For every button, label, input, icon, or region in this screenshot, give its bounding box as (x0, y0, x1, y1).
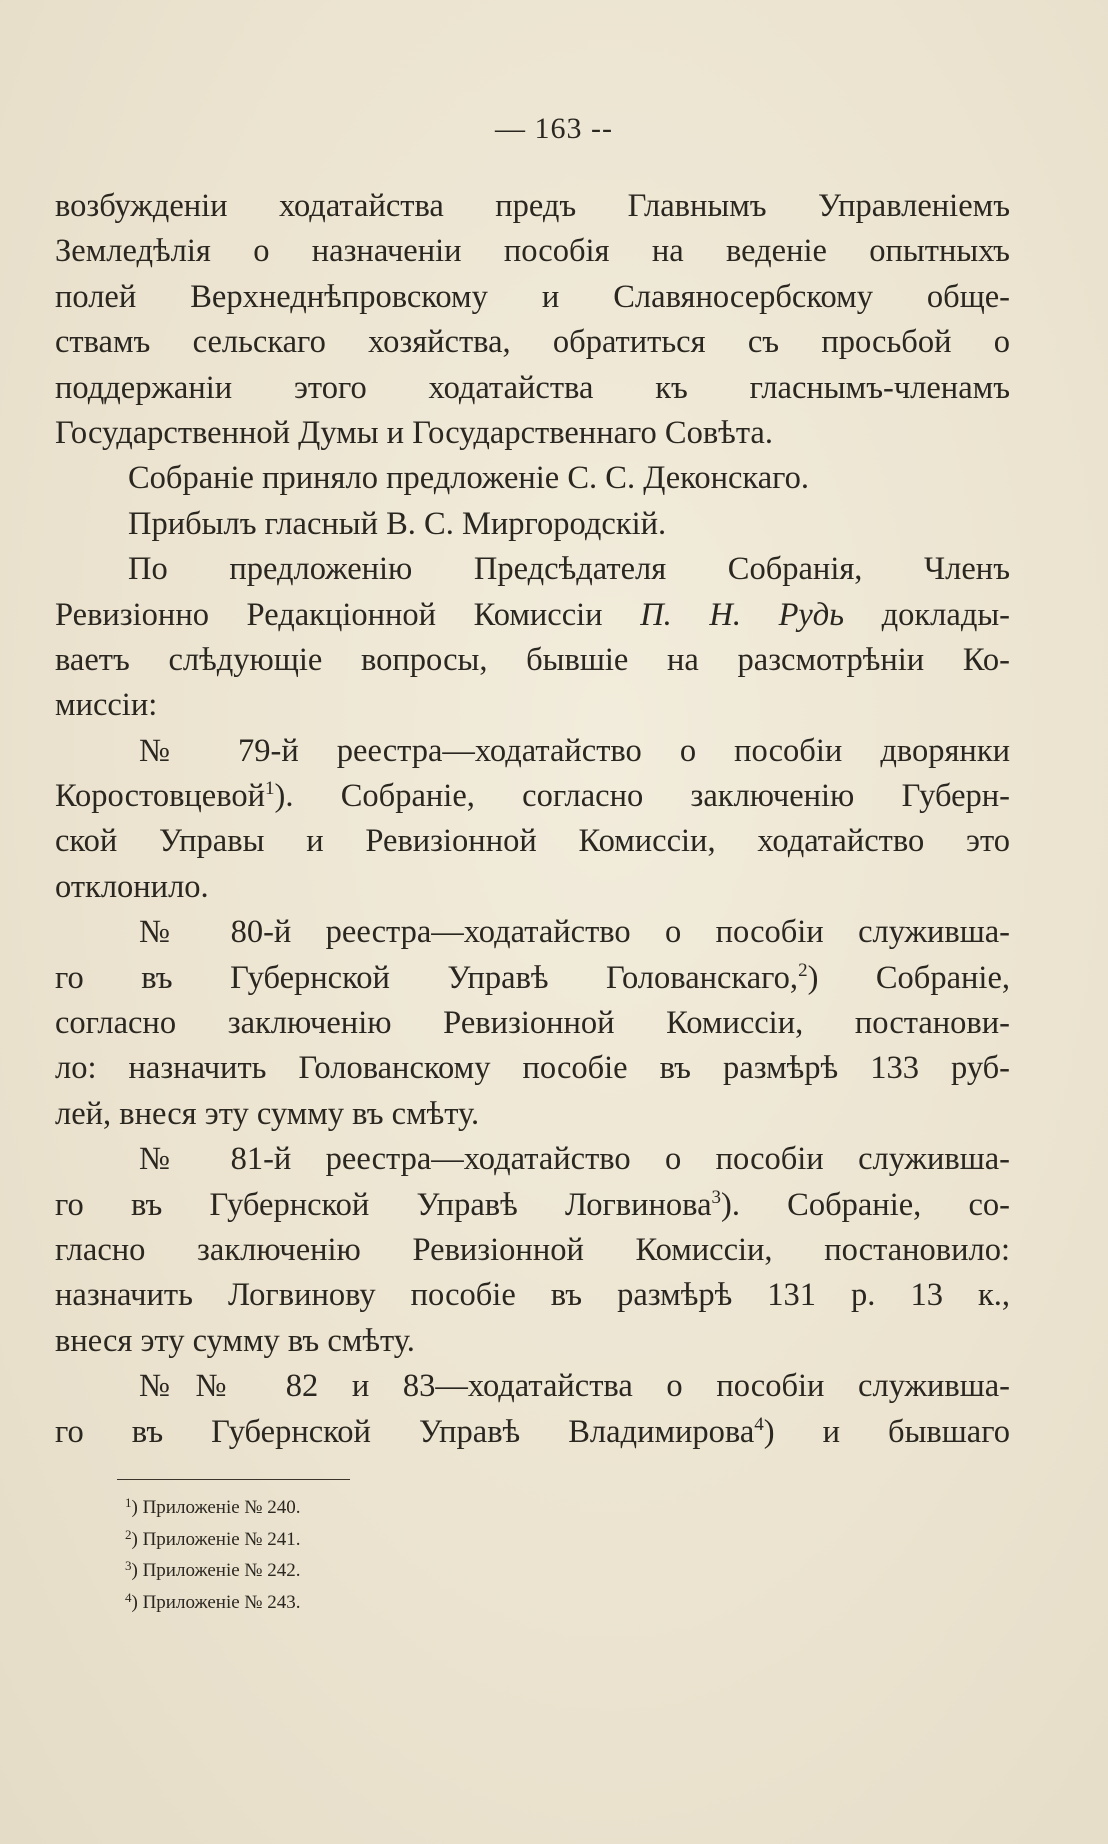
footnote-text: ) Приложеніе № 240. (131, 1497, 301, 1518)
footnote-divider (117, 1479, 350, 1480)
text-segment: го въ Губернской Управѣ Логвинова (55, 1186, 712, 1223)
text-line: поддержаніи этого ходатайства къ гласнымъ-членамъ (55, 369, 1010, 406)
footnote (125, 1524, 525, 1556)
footnote (125, 1492, 525, 1524)
footnote-ref: 3 (711, 1186, 721, 1208)
text-line: № 80-й реестра—ходатайство о пособіи служивша- (139, 914, 1010, 951)
text-line: Прибылъ гласный В. С. Миргородскій. (128, 505, 667, 542)
text-segment: ) и бывшаго (763, 1413, 1010, 1450)
text-line: полей Верхнеднѣпровскому и Славяносербскому обще- (55, 278, 1010, 315)
text-line: назначить Логвинову пособіе въ размѣрѣ 131 р. 13 к., (55, 1277, 1010, 1314)
text-line: По предложенію Предсѣдателя Собранія, Членъ (128, 551, 1010, 588)
text-segment: ) Собраніе, (807, 959, 1010, 996)
footnote-ref: 2 (798, 959, 808, 981)
text-line: №№ 82 и 83—ходатайства о пособіи служивша- (139, 1368, 1010, 1405)
page-number: — 163 -- (495, 112, 613, 145)
text-segment: ). Собраніе, со- (721, 1186, 1010, 1223)
text-line: ваетъ слѣдующіе вопросы, бывшіе на разсмотрѣніи Ко- (55, 641, 1010, 678)
footnote-ref: 4 (754, 1413, 764, 1435)
text-segment: Коростовцевой (55, 778, 265, 815)
footnote-mark: 3 (125, 1558, 132, 1573)
text-line: миссіи: (55, 687, 158, 724)
text-line: ской Управы и Ревизіонной Комиссіи, ходатайство это (55, 823, 1010, 860)
text-line: гласно заключенію Ревизіонной Комиссіи, постановило: (55, 1231, 1010, 1268)
text-segment: го въ Губернской Управѣ Голованскаго, (55, 959, 799, 996)
text-line: согласно заключенію Ревизіонной Комиссіи, постанови- (55, 1005, 1010, 1042)
text-segment: доклады- (881, 596, 1010, 633)
person-name: П. Н. Рудь (640, 596, 844, 633)
text-line (55, 593, 1010, 638)
text-line: отклонило. (55, 868, 209, 905)
footnote-text: ) Приложеніе № 242. (131, 1560, 301, 1581)
footnote-mark: 2 (125, 1526, 132, 1542)
text-line (55, 774, 1010, 819)
footnote-mark: 1 (125, 1495, 132, 1510)
text-line: внеся эту сумму въ смѣту. (55, 1322, 415, 1359)
text-line: № 81-й реестра—ходатайство о пособіи служивша- (139, 1141, 1010, 1178)
text-line: № 79-й реестра—ходатайство о пособіи дворянки (139, 732, 1010, 769)
text-line: Государственной Думы и Государственнаго Совѣта. (55, 414, 773, 451)
text-segment: ). Собраніе, согласно заключенію Губерн- (274, 778, 1010, 815)
footnote (125, 1555, 525, 1587)
body-text (55, 184, 1010, 1455)
text-line: Собраніе приняло предложеніе С. С. Деконскаго. (128, 460, 810, 497)
footnote-text: ) Приложеніе № 241. (131, 1528, 301, 1550)
text-line (55, 1183, 1010, 1228)
footnote (125, 1587, 525, 1619)
text-line (55, 1410, 1010, 1455)
text-line: лей, внеся эту сумму въ смѣту. (55, 1095, 480, 1132)
text-segment: Ревизіонно Редакціонной Комиссіи (55, 596, 603, 633)
footnote-mark: 4 (125, 1589, 132, 1605)
text-line (55, 956, 1010, 1001)
text-line: ствамъ сельскаго хозяйства, обратиться съ просьбой о (55, 324, 1010, 361)
footnote-ref: 1 (265, 778, 275, 800)
text-line: возбужденіи ходатайства предъ Главнымъ Управленіемъ (55, 188, 1010, 224)
text-segment: го въ Губернской Управѣ Владимирова (55, 1413, 755, 1450)
text-line: ло: назначить Голованскому пособіе въ размѣрѣ 133 руб- (55, 1050, 1010, 1087)
footnote-text: ) Приложеніе № 243. (131, 1591, 301, 1613)
footnotes (125, 1492, 525, 1618)
text-line: Земледѣлія о назначеніи пособія на веденіе опытныхъ (55, 233, 1010, 270)
